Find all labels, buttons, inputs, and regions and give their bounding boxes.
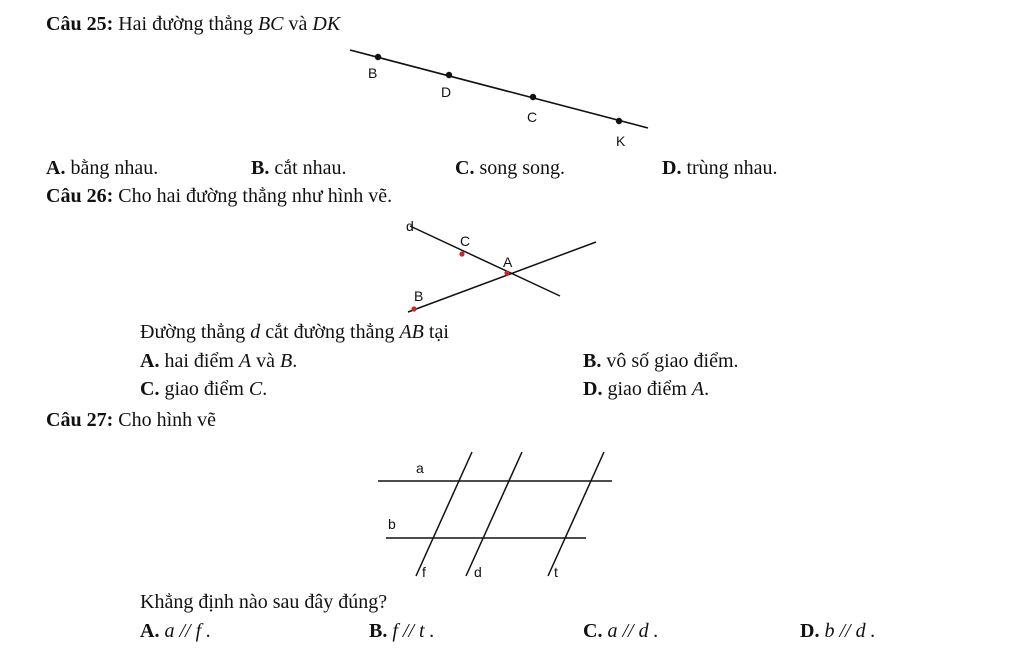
option-text: song song. <box>479 157 566 179</box>
q26-figure <box>390 216 610 316</box>
option-letter: B. <box>583 350 602 372</box>
option-text: bằng nhau. <box>70 157 159 179</box>
option-text: giao điểm <box>607 378 687 400</box>
q27-text: Cho hình vẽ <box>118 409 217 431</box>
option-expr: b // d . <box>824 620 876 642</box>
point-b <box>375 54 381 60</box>
q27-option-c[interactable] <box>583 619 659 643</box>
option-letter: B. <box>369 620 388 642</box>
q26-option-b[interactable] <box>583 349 739 373</box>
label-b: B <box>368 65 378 81</box>
stem-text: Đường thẳng <box>140 321 246 343</box>
label-f: f <box>422 564 426 580</box>
line-d <box>466 452 522 576</box>
label-a: a <box>416 460 424 476</box>
label-t: t <box>554 564 558 580</box>
stem-var-ab: AB <box>399 321 424 343</box>
q25-figure <box>340 44 660 154</box>
point-c <box>459 251 464 256</box>
option-text: vô số giao điểm. <box>606 350 739 372</box>
line-ab <box>408 242 596 312</box>
option-text: giao điểm <box>164 378 244 400</box>
q27-figure <box>378 446 618 586</box>
option-expr: f // t . <box>392 620 435 642</box>
point-k <box>616 118 622 124</box>
option-var: C <box>248 378 263 400</box>
q27-stem <box>140 590 387 614</box>
option-text: cắt nhau. <box>274 157 347 179</box>
option-text: trùng nhau. <box>686 157 778 179</box>
line-t <box>548 452 604 576</box>
q27-label: Câu 27: <box>46 409 114 431</box>
q25-option-b[interactable] <box>251 156 347 180</box>
stem-text: cắt đường thẳng <box>265 321 395 343</box>
q26-label: Câu 26: <box>46 185 114 207</box>
q26-option-d[interactable] <box>583 377 709 401</box>
option-text: và <box>256 350 275 372</box>
option-letter: A. <box>140 350 160 372</box>
option-expr: a // d . <box>607 620 659 642</box>
line-f <box>416 452 472 576</box>
q25-option-d[interactable] <box>662 156 778 180</box>
label-b: b <box>388 516 396 532</box>
q27-option-a[interactable] <box>140 619 211 643</box>
q25-line <box>350 50 648 128</box>
label-k: K <box>616 133 626 149</box>
q25-option-a[interactable] <box>46 156 158 180</box>
q27-option-b[interactable] <box>369 619 435 643</box>
point-a <box>504 270 509 275</box>
q25-heading <box>46 12 340 36</box>
q25-option-c[interactable] <box>455 156 565 180</box>
stem-var-d: d <box>250 321 261 343</box>
label-c: C <box>527 109 538 125</box>
label-d: D <box>441 84 452 100</box>
option-letter: C. <box>140 378 160 400</box>
q25-line-bc: BC <box>257 13 284 35</box>
q27-heading <box>46 408 216 432</box>
label-a: A <box>503 254 513 270</box>
q26-heading <box>46 184 392 208</box>
label-d: d <box>474 564 482 580</box>
option-expr: a // f . <box>164 620 212 642</box>
option-var: A <box>691 378 705 400</box>
q26-option-a[interactable] <box>140 349 297 373</box>
option-text: . <box>262 378 268 400</box>
point-d <box>446 72 452 78</box>
label-d: d <box>406 218 414 234</box>
point-c <box>530 94 536 100</box>
option-letter: A. <box>46 157 66 179</box>
option-var: A <box>238 350 252 372</box>
option-letter: D. <box>583 378 603 400</box>
option-var: B <box>280 350 293 372</box>
option-letter: C. <box>583 620 603 642</box>
label-b: B <box>414 288 424 304</box>
point-b <box>411 306 416 311</box>
q25-va: và <box>288 13 308 35</box>
q26-text: Cho hai đường thẳng như hình vẽ. <box>118 185 393 207</box>
option-letter: C. <box>455 157 475 179</box>
q25-label: Câu 25: <box>46 13 114 35</box>
stem-text: Khẳng định nào sau đây đúng? <box>140 591 388 613</box>
option-letter: A. <box>140 620 160 642</box>
option-text: . <box>292 350 298 372</box>
label-c: C <box>460 233 471 249</box>
line-d <box>410 226 560 296</box>
option-text: hai điểm <box>164 350 234 372</box>
option-letter: B. <box>251 157 270 179</box>
option-letter: D. <box>800 620 820 642</box>
option-text: . <box>704 378 710 400</box>
q25-text: Hai đường thẳng <box>118 13 253 35</box>
q26-option-c[interactable] <box>140 377 267 401</box>
q26-stem <box>140 320 449 344</box>
option-letter: D. <box>662 157 682 179</box>
q27-option-d[interactable] <box>800 619 876 643</box>
q25-line-dk: DK <box>312 13 341 35</box>
stem-text: tại <box>428 321 449 343</box>
